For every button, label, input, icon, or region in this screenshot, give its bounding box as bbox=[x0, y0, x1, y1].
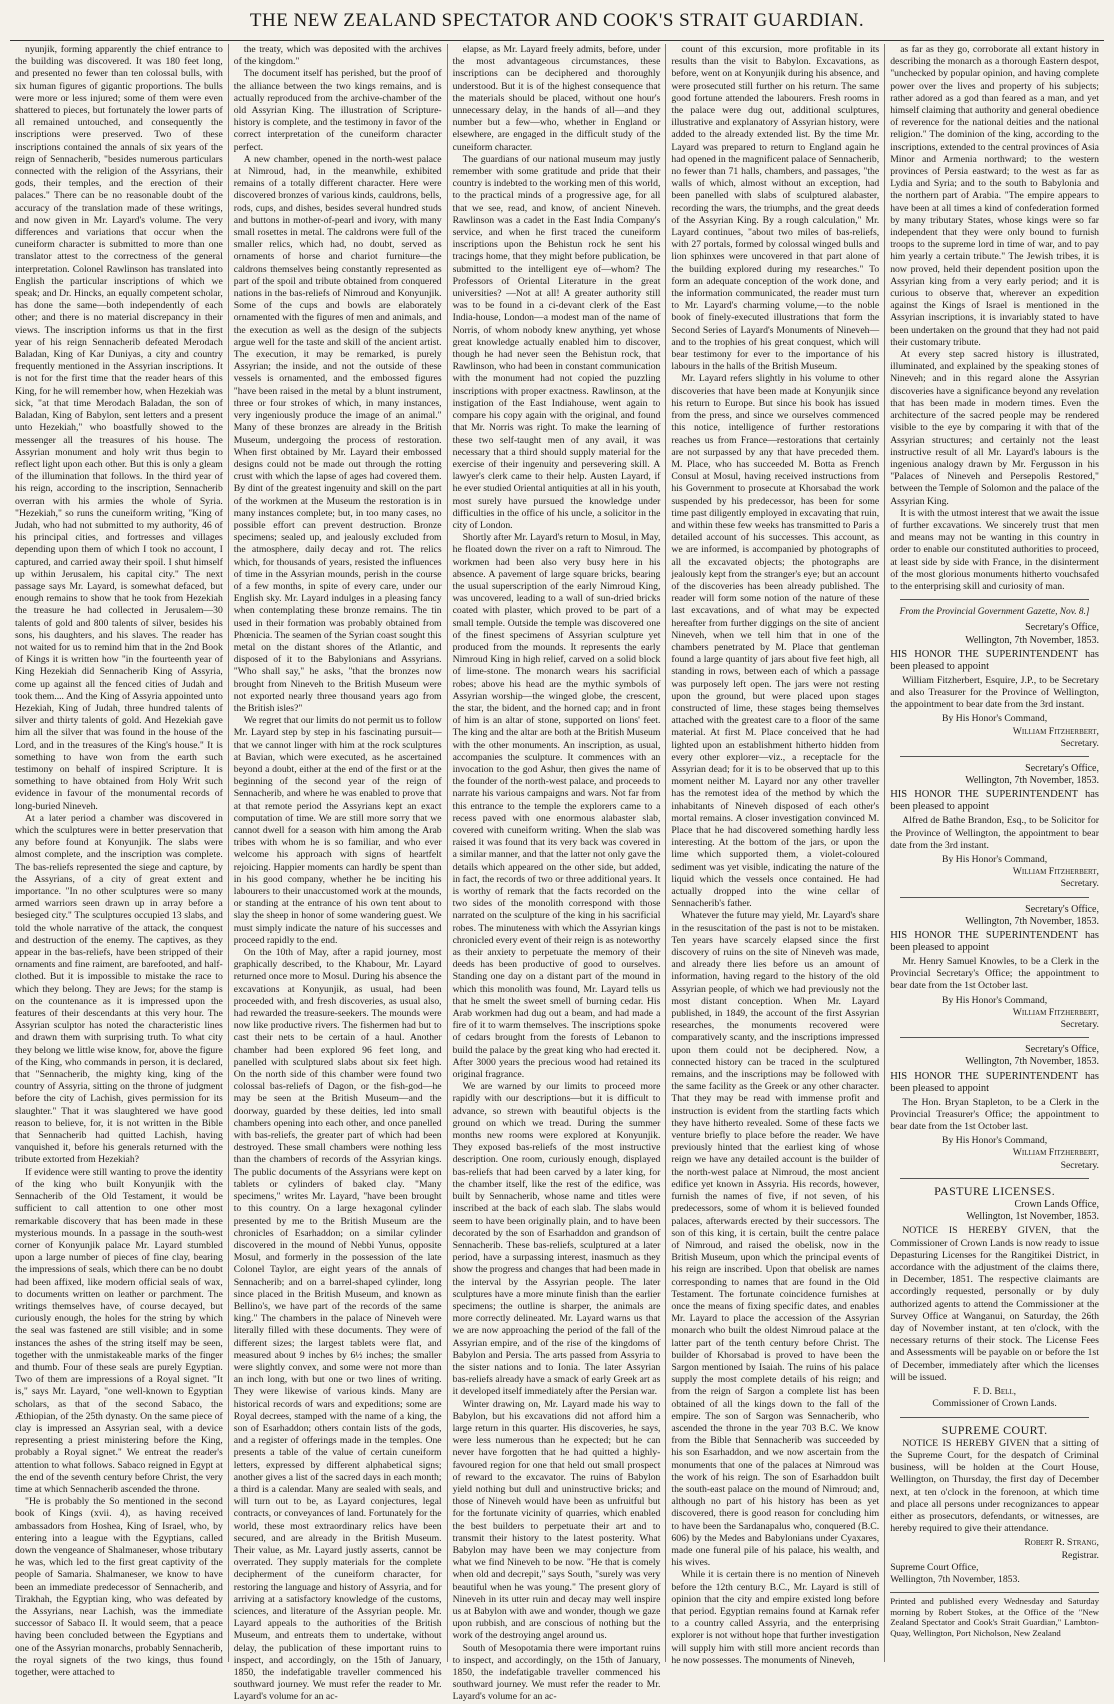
notice-date: Wellington, 7th November, 1853. bbox=[965, 915, 1099, 927]
notice-signer-title: Registrar. bbox=[1061, 1549, 1099, 1561]
printer-imprint: Printed and published every Wednesday and Saturday morning by Robert Stokes, at the Office of the "New Zealand Spectator and Cook's Strait Guardian," Lambton-Quay, Wellington, Port Nicholson, New Zealand bbox=[890, 1592, 1099, 1638]
supreme-court-notice bbox=[890, 1424, 1099, 1587]
article-paragraph: We are warned by our limits to proceed more rapidly with our descriptions—but it is difficult to advance, so strewn with beautiful objects is the ground on which we tread. During the summer months new rooms were explored at Konyunjik. They exposed bas-reliefs of the most instructive description. One room, curiously enough, displayed bas-reliefs that had been carved by a later king, for the chamber itself, like the rest of the edifice, was built by Sennacherib, whose name and titles were inscribed at the back of each slab. The slabs would seem to have been originally plain, and to have been decorated by the son of Esarhaddon and grandson of Sennacherib. These bas-reliefs, sculptured at a later period, have a surpassing interest, inasmuch as they show the progress and changes that had been made in the interval by the Assyrian people. The later sculptures have a more minute finish than the earlier specimens; the outline is sharper, the animals are more correctly delineated. Mr. Layard warns us that we are now approaching the period of the fall of the Assyrian empire, and of the rise of the kingdoms of Babylon and Persia. The arts passed from Assyria to the sister nations and to Ionia. The later Assyrian bas-reliefs already have a smack of early Greek art as it developed itself immediately after the Persian war. bbox=[452, 1081, 661, 1398]
newspaper-columns bbox=[10, 44, 1104, 1703]
article-paragraph: It is with the utmost interest that we await the issue of further excavations. We sincerely trust that men and means may not be wanting in this country in order to enable our constituted authorities to proceed, at least side by side with France, in the disinterment of the most glorious monuments hitherto vouchsafed to the enterprising skill and curiosity of man. bbox=[890, 507, 1099, 592]
column-2 bbox=[229, 44, 448, 1703]
column-4 bbox=[666, 44, 885, 1666]
article-paragraph: We regret that our limits do not permit us to follow Mr. Layard step by step in his fascinating pursuit—that we cannot linger with him at the rock sculptures at Bavian, which were executed, as he ascertained beyond a doubt, either at the end of the first or at the beginning of the second year of the reign of Sennacherib, and where he was enabled to prove that at that remote period the Assyrians kept an exact computation of time. We are still more sorry that we cannot dwell for a season with him among the Arab tribes with whom he is so familiar, and who ever welcome his approach with signs of heartfelt rejoicing. Happier moments can hardly be spent than in his good company, whether he be inciting his labourers to their unaccustomed work at the mounds, or standing at the entrance of his own tent about to slay the sheep in honor of some wandering guest. We must simply indicate the nature of his successes and proceed rapidly to the end. bbox=[233, 715, 442, 946]
notice-signer: Robert R. Strang, bbox=[1024, 1537, 1099, 1549]
notice-signer: William Fitzherbert, bbox=[1012, 1147, 1099, 1159]
notice-office: Crown Lands Office, bbox=[1014, 1199, 1099, 1211]
notice-signer-title: Commissioner of Crown Lands. bbox=[932, 1398, 1057, 1410]
article-paragraph: nyunjik, forming apparently the chief entrance to the building was discovered. It was 180 feet long, and presented no fewer than ten colossal bulls, with six human figures of gigantic proportions. The bulls were more or less injured; some of them were even shattered to pieces, but fortunately the lower parts of all remained untouched, and consequently the inscriptions were preserved. Two of these inscriptions contained the annals of six years of the reign of Sennacherib, "besides numerous particulars connected with the religion of the Assyrians, their gods, their temples, and the erection of their palaces." There can be no reasonable doubt of the accuracy of the translation made of these writings, and now given in Mr. Layard's volume. The very differences and variations that occur when the cuneiform character is submitted to more than one translator attest to the correctness of the general interpretation. Colonel Rawlinson has translated into English the particular inscriptions of which we speak; and Dr. Hincks, an equally competent scholar, has done the same—both independently of each other; and there is no material discrepancy in their views. The inscription informs us that in the first year of his reign Sennacherib defeated Merodach Baladan, King of Kar Duniyas, a city and country frequently mentioned in the Assyrian inscriptions. It is not for the first time that the reader hears of this King, for he will remember how, when Hezekiah was sick, "at that time Merodach Baladan, the son of Baladan, King of Babylon, sent letters and a present unto Hezekiah," who boastfully showed to the messenger all the treasures of his house. The Assyrian monument and holy writ thus begin to reflect light upon each other. But this is only a gleam of the illumination that follows. In the third year of his reign, according to the inscription, Sennacherib overran with his armies the whole of Syria. "Hezekiah," so runs the cuneiform writing, "King of Judah, who had not submitted to my authority, 46 of his principal cities, and fortresses and villages depending upon them of which I took no account, I captured, and carried away their spoil. I shut himself up within Jerusalem, his capital city." The next passage says Mr. Layard, is somewhat defaced, but enough remains to show that he took from Hezekiah the treasure he had collected in Jerusalem—30 talents of gold and 800 talents of silver, besides his sons, his daughters, and his slaves. The reader has not waited for us to remind him that in the 2nd Book of Kings it is written how "in the fourteenth year of King Hezekiah did Sennacherib King of Assyria, come up against all the fenced cities of Judah and took them.... And the King of Assyria appointed unto Hezekiah, King of Judah, three hundred talents of silver and thirty talents of gold. And Hezekiah gave him all the silver that was found in the house of the Lord, and in the treasures of the King's house." It is something to have won from the earth such testimony on behalf of inspired Scripture. It is something to have obtained from Holy Writ such evidence in favour of the monumental records of long-buried Nineveh. bbox=[15, 44, 223, 812]
notice-signer-title: Secretary. bbox=[1060, 1019, 1099, 1031]
article-paragraph: The guardians of our national museum may justly remember with some gratitude and pride that their country is indebted to the working men of this world, to the practical minds of a progressive age, for all that we see, read, and know, of ancient Nineveh. Rawlinson was a cadet in the East India Company's service, and when he first traced the cuneiform inscriptions upon the Behistun rock he sent his tracings home, that they might before publication, be submitted to the intelligent eye of—whom? The Professors of Oriental Literature in the great universities? —Not at all! A greater authority still was to be found in a ci-devant clerk of the East India-house, London—a modest man of the name of Norris, of whom nobody knew anything, yet whose great knowledge actually enabled him to discover, though he had never seen the Behistun rock, that Rawlinson, who had been in constant communication with the monument had not copied the puzzling inscriptions with proper exactness. Rawlinson, at the instigation of the East Indiahouse, went again to compare his copy again with the original, and found that Mr. Norris was right. To make the learning of these two self-taught men of any avail, it was necessary that a third should supply material for the exercise of their ingenuity and persevering skill. A lawyer's clerk came to their help. Austen Layard, if he ever studied Oriental antiquities at all in his youth, most surely have pursued the knowledge under difficulties in the office of his uncle, a solicitor in the city of London. bbox=[452, 153, 661, 531]
notice-body: Mr. Henry Samuel Knowles, to be a Clerk in the Provincial Secretary's Office; the appointment to bear date from the 1st October last. bbox=[890, 956, 1099, 992]
article-paragraph: South of Mesopotamia there were important ruins to inspect, and accordingly, on the 15th of January, 1850, the indefatigable traveller commenced his southward journey. We must refer the reader to Mr. Layard's volume for an ac- bbox=[452, 1642, 661, 1703]
notice-date: Wellington, 7th November, 1853. bbox=[890, 1573, 1020, 1585]
article-paragraph: A new chamber, opened in the north-west palace at Nimroud, had, in the meanwhile, exhibited remains of a totally different character. Here were discovered bronzes of various kinds, cauldrons, bells, rods, cups, and dishes, besides several hundred studs and buttons in mother-of-pearl and ivory, with many small rosettes in metal. The caldrons were full of the smaller relics, which had, no doubt, served as ornaments of horse and chariot furniture—the caldrons themselves being constantly represented as part of the spoil and tribute obtained from conquered nations in the bas-reliefs of Nimroud and Konyunjik. Some of the cups and bowls are elaborately ornamented with the figures of men and animals, and the execution as well as the design of the subjects argue well for the taste and skill of the ancient artist. The execution, it may be remarked, is purely Assyrian; the inside, and not the outside of these vessels is ornamented, and the embossed figures "have been raised in the metal by a blunt instrument, three or four strokes of which, in many instances, very ingeniously produce the image of an animal." Many of these bronzes are already in the British Museum, undergoing the process of restoration. When first obtained by Mr. Layard their embossed designs could not be made out through the rotting crust with which the lapse of ages had covered them. By dint of the greatest ingenuity and skill on the part of the workmen at the Museum the restoration is in many instances complete; but, in too many cases, no possible effort can prevent destruction. Bronze specimens; sealed up, and jealously excluded from the atmosphere, daily decay and rot. The relics which, for thousands of years, resisted the influences of time in the Assyrian mounds, perish in the course of a few months, in spite of every care, under our English sky. Mr. Layard indulges in a pleasing fancy when contemplating these bronze remains. The tin used in their formation was probably obtained from Phœnicia. The seamen of the Syrian coast sought this metal on the distant shores of the Atlantic, and disposed of it to the Babylonians and Assyrians. "Who shall say," he asks, "that the bronzes now brought from Nineveh to the British Museum were not exported nearly three thousand years ago from the British isles?" bbox=[233, 153, 442, 714]
notice-divider bbox=[900, 1178, 1089, 1179]
notice-office: Supreme Court Office, bbox=[890, 1561, 979, 1573]
notice-headline: HIS HONOR THE SUPERINTENDENT has been pleased to appoint bbox=[890, 930, 1099, 953]
notice-body: The Hon. Bryan Stapleton, to be a Clerk in the Provincial Treasurer's Office; the appointment to bear date from the 1st October last. bbox=[890, 1096, 1099, 1133]
column-1 bbox=[10, 44, 229, 1679]
notice-signer-title: Secretary. bbox=[1060, 737, 1099, 749]
notice-body: NOTICE IS HEREBY GIVEN that a sitting of the Supreme Court, for the despatch of Criminal business, will be holden at the Court House, Wellington, on Thursday, the first day of December next, at ten o'clock in the forenoon, at which time and place all persons under recognizances to appear either as prosecutors, defendants, or witnesses, are hereby required to give their attendance. bbox=[890, 1437, 1099, 1535]
notice-signer-title: Secretary. bbox=[1060, 1159, 1099, 1171]
notice-headline: HIS HONOR THE SUPERINTENDENT has been pleased to appoint bbox=[890, 648, 1099, 672]
notice-command: By His Honor's Command, bbox=[942, 853, 1048, 865]
article-paragraph: If evidence were still wanting to prove the identity of the king who built Konyunjik with the Sennacherib of the Old Testament, it would be sufficient to call attention to one other most remarkable discovery that has been made in these mysterious mounds. In a passage in the south-west corner of Konyunjik palace Mr. Layard stumbled upon a large number of pieces of fine clay, bearing the impressions of seals, which there can be no doubt had been affixed, like modern official seals of wax, to documents written on leather or parchment. The writings themselves have, of course decayed, but curiously enough, the holes for the string by which the seal was fastened are still visible; and in some instances the ashes of the string itself may be seen, together with the unmistakeable marks of the finger and thumb. Four of these seals are purely Egyptian. Two of them are impressions of a Royal signet. "It is," says Mr. Layard, "one well-known to Egyptian scholars, as that of the second Sabaco, the Æthiopian, of the 25th dynasty. On the same piece of clay is impressed an Assyrian seal, with a device representing a priest ministering before the King, probably a Royal signet." We entreat the reader's attention to what follows. Sabaco reigned in Egypt at the end of the seventh century before Christ, the very time at which Sennacherib ascended the throne. bbox=[15, 1166, 223, 1495]
notice-date: Wellington, 7th November, 1853. bbox=[965, 775, 1099, 787]
notice-body: William Fitzherbert, Esquire, J.P., to be Secretary and also Treasurer for the Province of Wellington, the appointment to bear date from the 3rd instant. bbox=[890, 674, 1099, 711]
notice-date: Wellington, 7th November, 1853. bbox=[965, 1056, 1099, 1068]
column-3 bbox=[448, 44, 667, 1703]
notice-divider bbox=[900, 756, 1089, 757]
notice-office: Secretary's Office, bbox=[1025, 1044, 1099, 1056]
gazette-notice bbox=[890, 1044, 1099, 1172]
article-paragraph: On the 10th of May, after a rapid journey, most graphically described, to the Khabour, Mr. Layard returned once more to Mosul. During his absence the excavations at Konyunjik, as usual, had been proceeded with, and fresh discoveries, as usual also, had rewarded the treasure-seekers. The mounds were now like productive rivers. The fishermen had but to cast their nets to be certain of a haul. Another chamber had been explored 96 feet long, and panelled with sculptured slabs about six feet high. On the north side of this chamber were found two colossal bas-reliefs of Dagon, or the fish-god—he may be seen at the British Museum—and the doorway, guarded by these deities, led into small chambers opening into each other, and once panelled with bas-reliefs, the greater part of which had been destroyed. These small chambers were nothing less than the chambers of records of the Assyrian kings. The public documents of the Assyrians were kept on tablets or cylinders of baked clay. "Many specimens," writes Mr. Layard, "have been brought to this country. On a large hexagonal cylinder presented by me to the British Museum are the chronicles of Esarhaddon; on a similar cylinder discovered in the mound of Nebbi Yunus, opposite Mosul, and formerly in the possession of the late Colonel Taylor, are eight years of the annals of Sennacherib; and on a barrel-shaped cylinder, long since placed in the British Museum, and known as Bellino's, we have part of the records of the same king." The chambers in the palace of Nineveh were literally filled with these documents. They were of different sizes; the largest tablets were flat, and measured about 9 inches by 6½ inches; the smaller were slightly convex, and some were not more than an inch long, with but one or two lines of writing. They were likewise of various kinds. Many are historical records of wars and expeditions; some are Royal decrees, stamped with the name of a king, the son of Esarhaddon; others contain lists of the gods, and a register of offerings made in the temples. One presents a table of the value of certain cuneiform letters, expressed by different alphabetical signs; another gives a list of the sacred days in each month; a third is a calendar. Many are sealed with seals, and will turn out to be, as Layard conjectures, legal contracts, or conveyances of land. Fortunately for the world, these most extraordinary relics have been secured, and are already in the British Museum. Their value, as Mr. Layard justly asserts, cannot be overrated. They supply materials for the complete decipherment of the cuneiform character, for restoring the language and history of Assyria, and for arriving at a satisfactory knowledge of the customs, sciences, and literature of the Assyrian people. Mr. Layard appeals to the authorities of the British Museum, and entreats them to undertake, without delay, the publication of these important ruins to inspect, and accordingly, on the 15th of January, 1850, the indefatigable traveller commenced his southward journey. We must refer the reader to Mr. Layard's volume for an ac- bbox=[233, 947, 442, 1703]
gazette-notice bbox=[890, 622, 1099, 750]
article-paragraph: as far as they go, corroborate all extant history in describing the monarch as a thorough Eastern despot, "unchecked by popular opinion, and having complete power over the lives and property of his subjects; rather adored as a god than feared as a man, and yet himself claiming that authority and general obedience of reverence for the national deities and the national religion." The dominion of the king, according to the inscriptions, extended to the central provinces of Asia Minor and Armenia northward; to the western provinces of Persia eastward; to the west as far as Lydia and Syria; and to the south to Babylonia and the northern part of Arabia. "The empire appears to have been at all times a kind of confederation formed by many tributary States, whose kings were so far independent that they were only bound to furnish troops to the supreme lord in time of war, and to pay him yearly a certain tribute." The Jewish tribes, it is now proved, held their dependent position upon the Assyrian king from a very early period; and it is curious to observe that, wherever an expedition against the Kings of Israel is mentioned in the Assyrian inscriptions, it is invariably stated to have been undertaken on the ground that they had not paid their customary tribute. bbox=[890, 44, 1099, 348]
article-paragraph: Mr. Layard refers slightly in his volume to other discoveries that have been made at Konyunjik since his return to Europe. But since his book has issued from the press, and since we ourselves commenced this notice, intelligence of further restorations reaches us from France—restorations that certainly are not surpassed by any that have preceded them. M. Place, who has succeeded M. Botta as French Consul at Mosul, having received instructions from his Government to prosecute at Khorsabad the work suspended by his predecessor, has been for some time past diligently employed in excavating that ruin, and within these few weeks has transmitted to Paris a detailed account of his successes. This account, as we are informed, is accompanied by photographs of all the excavated objects; the photographs are jealously kept from the stranger's eye; but an account of the discoveries has been already published. The reader will form some notion of the nature of these last excavations, and of what may be expected hereafter from further diggings on the site of ancient Nineveh, when we tell him that in one of the chambers penetrated by M. Place that gentleman found a large quantity of jars about five feet high, all standing in rows, between each of which a passage was purposely left open. The jars were not resting upon the ground, but were placed upon stages constructed of lime, these stages being themselves attached with the greatest care to a floor of the same material. At first M. Place conceived that he had lighted upon an establishment hitherto hidden from every other explorer—viz., a receptacle for the Assyrian dead; for it is to be observed that up to this moment neither M. Layard nor any other traveller has the remotest idea of the method by which the inhabitants of Nineveh disposed of each other's mortal remains. A closer investigation convinced M. Place that he had discovered something hardly less interesting. At the bottom of the jars, or upon the lime which supported them, a violet-coloured sediment was yet visible, indicating the nature of the liquid which the vessels once contained. He had actually dropped into the wine cellar of Sennacherib's father. bbox=[671, 373, 880, 910]
article-paragraph: elapse, as Mr. Layard freely admits, before, under the most advantageous circumstances, these inscriptions can be deciphered and thoroughly understood. But it is of the highest consequence that the materials should be placed, without one hour's unnecessary delay, in the hands of all—and they number but a few—who, whether in England or elsewhere, are engaged in the difficult study of the cuneiform character. bbox=[452, 44, 661, 153]
article-paragraph: "He is probably the So mentioned in the second book of Kings (xvii. 4), as having received ambassadors from Hoshea, King of Israel, who, by entering into a league with the Egyptians, called down the vengeance of Shalmaneser, whose tributary he was, which led to the first great captivity of the people of Samaria. Shalmaneser, we know to have been an immediate predecessor of Sennacherib, and Tirakhah, the Egyptian king, who was defeated by the Assyrians, near Lachish, was the immediate successor of Sabaco II. It would seem, that a peace having been concluded between the Egyptians and one of the Assyrian monarchs, probably Sennacherib, the royal signets of the two kings, thus found together, were attached to bbox=[15, 1496, 223, 1679]
gazette-notice bbox=[890, 763, 1099, 891]
notice-headline: HIS HONOR THE SUPERINTENDENT has been pleased to appoint bbox=[890, 789, 1099, 813]
notice-signer: William Fitzherbert, bbox=[1012, 725, 1099, 737]
article-paragraph: the treaty, which was deposited with the archives of the kingdom." bbox=[233, 44, 442, 68]
article-paragraph: Whatever the future may yield, Mr. Layard's share in the resuscitation of the past is not to be mistaken. Ten years have scarcely elapsed since the first discovery of ruins on the site of Nineveh was made, and already there lies before us an amount of information, having regard to the history of the old Assyrian people, of which we had previously not the most distant conception. When Mr. Layard published, in 1849, the account of the first Assyrian researches, the monuments recovered were comparatively scanty, and the inscriptions impressed upon them could not be deciphered. Now, a connected history can be traced in the sculptured remains, and the inscriptions may be followed with the same facility as the Greek or any other character. That they may be read with immense profit and instruction is evident from the startling facts which they have hitherto revealed. Some of these facts we venture briefly to place before the reader. We have previously hinted that the earliest king of whose reign we have any detailed account is the builder of the north-west palace at Nimroud, the most ancient edifice yet known in Assyria. His records, however, furnish the names of five, if not seven, of his predecessors, some of whom it is believed founded palaces, afterwards erected by their successors. The son of this king, it is certain, built the centre palace of Nimroud, and raised the obelisk, now in the British Museum, upon which the principal events of his reign are inscribed. Upon that obelisk are names corresponding to names that are found in the Old Testament. The fortunate coincidence furnishes at once the means of fixing specific dates, and enables Mr. Layard to place the accession of the Assyrian monarch who built the oldest Nimroud palace at the latter part of the tenth century before Christ. The builder of Khorsabad is proved to have been the Sargon mentioned by Isaiah. The ruins of his palace supply the most complete details of his reign; and from the reign of Sargon a complete list has been obtained of all the kings down to the fall of the empire. The son of Sargon was Sennacherib, who ascended the throne in the year 703 B.C. We know from the Bible that Sennacherib was succeeded by his son Esarhaddon, and we now ascertain from the monuments that one of the palaces at Nimroud was the work of his reign. The son of Esarhaddon built the south-east palace on the mound of Nimroud; and, although no part of his history has been as yet discovered, there is good reason for concluding him to have been the Sardanapalus who, conquered (B.C. 606) by the Medes and Babylonians under Cyaxares, made one funeral pile of his palace, his wealth, and his wives. bbox=[671, 910, 880, 1569]
notice-headline: HIS HONOR THE SUPERINTENDENT has been pleased to appoint bbox=[890, 1070, 1099, 1094]
gazette-source-note: From the Provincial Government Gazette, Nov. 8.] bbox=[899, 607, 1090, 618]
notice-office: Secretary's Office, bbox=[1025, 762, 1099, 774]
notice-body: NOTICE IS HEREBY GIVEN, that the Commissioner of Crown Lands is now ready to issue Depasturing Licenses for the Rangitikei District, in accordance with the adjustment of the claims there, in December, 1851. The respective claimants are accordingly requested, personally or by duly authorized agents to attend the Commissioner at the Survey Office at Wanganui, on Saturday, the 26th day of November instant, at ten o'clock, with the necessary returns of their stock. The License Fees and Assessments will be payable on or before the 1st of December, immediately after which the licenses will be issued. bbox=[890, 1225, 1099, 1383]
notice-date: Wellington, 7th November, 1853. bbox=[965, 634, 1099, 646]
pasture-licenses-notice bbox=[890, 1185, 1099, 1411]
article-paragraph: count of this excursion, more profitable in its results than the visit to Babylon. Excavations, as before, went on at Konyunjik during his absence, and were prosecuted still further on his return. The same good fortune attended the labourers. Fresh rooms in the palace were dug out, additional sculptures, illustrative and explanatory of Assyrian history, were added to the already extended list. By the time Mr. Layard was prepared to return to England again he had opened in the magnificent palace of Sennacherib, no fewer than 71 halls, chambers, and passages, "the walls of which, almost without an exception, had been panelled with slabs of sculptured alabaster, recording the wars, the triumphs, and the great deeds of the Assyrian King. By a rough calculation," Mr. Layard continues, "about two miles of bas-reliefs, with 27 portals, formed by colossal winged bulls and lion sphinxes were uncovered in that part alone of the building explored during my researches." To form an adequate conception of the work done, and the information communicated, the reader must turn to Mr. Layard's charming volume,—to the noble book of finely-executed illustrations that form the Second Series of Layard's Monuments of Nineveh—and to the trophies of his great conquest, which will bear testimony for ever to the importance of his labours in the halls of the British Museum. bbox=[671, 44, 880, 373]
notice-heading: SUPREME COURT. bbox=[941, 1422, 1048, 1437]
article-paragraph: At a later period a chamber was discovered in which the sculptures were in better preservation that any before found at Konyunjik. The slabs were almost complete, and the inscription was complete. The bas-reliefs represented the siege and capture, by the Assyrians, of a city of great extent and importance. "In no other sculptures were so many armed warriors seen drawn up in array before a besieged city." The sculptures occupied 13 slabs, and told the whole narrative of the attack, the conquest and destruction of the enemy. The captives, as they appear in the bas-reliefs, have been stripped of their ornaments and fine raiment, are barefooted, and half-clothed. But it is impossible to mistake the race to which they belong. They are Jews; for the stamp is on the countenance as it is impressed upon the features of their descendants at this very hour. The Assyrian sculptor has noted the characteristic lines and drawn them with surprising truth. To what city they belong we little wise know, for, above the figure of the King, who commands in person, it is declared, that "Sennacherib, the mighty king, king of the country of Assyria, sitting on the throne of judgment before the city of Lachish, gives permission for its slaughter." That it was slaughtered we have good reason to believe, for, it is not written in the Bible that Sennacherib had quitted Lachish, having vanquished it, before his generals returned with the tribute extorted from Hezekiah? bbox=[15, 812, 223, 1166]
article-paragraph: The document itself has perished, but the proof of the alliance between the two kings remains, and is actually reproduced from the archive-chamber of the old Assyrian King. The illustration of Scripture-history is complete, and the testimony in favor of the correct interpretation of the cuneiform character perfect. bbox=[233, 68, 442, 153]
notice-office: Secretary's Office, bbox=[1025, 903, 1099, 915]
notice-office: Secretary's Office, bbox=[1025, 622, 1099, 634]
column-5 bbox=[885, 44, 1104, 1662]
notice-command: By His Honor's Command, bbox=[942, 994, 1048, 1006]
article-paragraph: Winter drawing on, Mr. Layard made his way to Babylon, but his excavations did not afford him a large return in this quarter. His discoveries, he says, were less numerous than he expected; but he can never have forgotten that he had quitted a highly-favoured region for one that held out small prospect of reward to the excavator. The ruins of Babylon yield nothing but dull and uninstructive bricks; and those of Nineveh would have been as unfruitful but for the fortunate vicinity of quarries, which enabled the best builders to perpetuate their art and to transmit their history to the latest posterity. What Babylon may have been we may conjecture from what we find Nineveh to be now. "He that is comely when old and decrepit," says South, "surely was very beautiful when he was young." The present glory of Nineveh in its utter ruin and decay may well inspire us at Babylon with awe and wonder, though we gaze upon rubbish, and are conscious of nothing but the work of the destroying angel around us. bbox=[452, 1398, 661, 1642]
notice-heading: PASTURE LICENSES. bbox=[934, 1183, 1056, 1198]
notice-date: Wellington, 1st November, 1853. bbox=[966, 1211, 1099, 1223]
article-paragraph: Shortly after Mr. Layard's return to Mosul, in May, he floated down the river on a raft to Nimroud. The workmen had been also very busy here in his absence. A pavement of large square bricks, bearing the usual superscription of the early Nimroud King, was uncovered, leading to a wall of sun-dried bricks coated with plaster, which proved to be part of a small temple. Outside the temple was discovered one of the finest specimens of Assyrian sculpture yet produced from the mounds. It represents the early Nimroud King in high relief, carved on a solid block of lime-stone. The monarch wears his sacrificial robes; above his head are the mythic symbols of Assyrian worship—the winged globe, the crescent, the star, the bident, and the horned cap; and in front of him is an altar of stone, supported on lions' feet. The king and the altar are both at the British Museum with the other monuments. An inscription, as usual, accompanies the sculpture. It commences with an invocation to the god Ashur, then gives the name of the founder of the north-west palace, and proceeds to narrate his various campaigns and wars. Not far from this entrance to the temple the explorers came to a recess paved with one enormous alabaster slab, covered with cuneiform writing. When the slab was raised it was found that its very back was covered in a similar manner, and that the latter not only gave the details which appeared on the other side, but added, in fact, the records of two or three additional years. It is worthy of remark that the facts recorded on the two sides of the monolith correspond with those narrated on the sculpture of the king in his sacrificial robes. The minuteness with which the Assyrian kings chronicled every event of their reign is as noteworthy as their anxiety to perpetuate the memory of their deeds has been productive of good to ourselves. Standing one day on a distant part of the mound in which this monolith was found, Mr. Layard tells us that he smelt the sweet smell of burning cedar. His Arab workmen had dug out a beam, and had made a fire of it to warm themselves. The inscriptions spoke of cedars brought from the forests of Lebanon to build the palace by the great king who had erected it. After 3000 years the precious wood had retained its original fragrance. bbox=[452, 532, 661, 1081]
notice-divider bbox=[900, 1037, 1089, 1038]
notice-command: By His Honor's Command, bbox=[942, 713, 1048, 725]
article-paragraph: While it is certain there is no mention of Nineveh before the 12th century B.C., Mr. Layard is still of opinion that the city and empire existed long before that period. Egyptian remains found at Karnak refer to a country called Assyria, and the enterprising explorer is not without hope that further investigation will supply him with still more ancient records than he now possesses. The monuments of Nineveh, bbox=[671, 1569, 880, 1666]
notice-signer: William Fitzherbert, bbox=[1012, 1006, 1099, 1018]
notice-signer: F. D. Bell, bbox=[973, 1386, 1017, 1398]
notice-signer: William Fitzherbert, bbox=[1012, 866, 1099, 878]
notice-divider bbox=[900, 897, 1089, 898]
article-paragraph: At every step sacred history is illustrated, illuminated, and explained by the speaking stones of Nineveh; and in this regard alone the Assyrian discoveries have a significance beyond any revelation that has been made in modern times. Even the architecture of the sacred people may be rendered visible to the eye by comparing it with that of the Assyrian structures; and certainly not the least instructive result of all Mr. Layard's labours is the ingenious analogy drawn by Mr. Fergusson in his "Palaces of Nineveh and Persepolis Restored," between the Temple of Solomon and the palace of the Assyrian King. bbox=[890, 349, 1099, 507]
gazette-notice bbox=[890, 904, 1099, 1032]
notice-divider bbox=[900, 1417, 1089, 1418]
notice-signer-title: Secretary. bbox=[1060, 878, 1099, 890]
section-divider bbox=[900, 599, 1089, 600]
masthead: THE NEW ZEALAND SPECTATOR AND COOK'S STRAIT GUARDIAN. bbox=[249, 10, 865, 31]
masthead-rule bbox=[10, 40, 1104, 41]
notice-body: Alfred de Bathe Brandon, Esq., to be Solicitor for the Province of Wellington, the appointment to bear date from the 3rd instant. bbox=[890, 815, 1099, 851]
notice-command: By His Honor's Command, bbox=[942, 1135, 1048, 1147]
